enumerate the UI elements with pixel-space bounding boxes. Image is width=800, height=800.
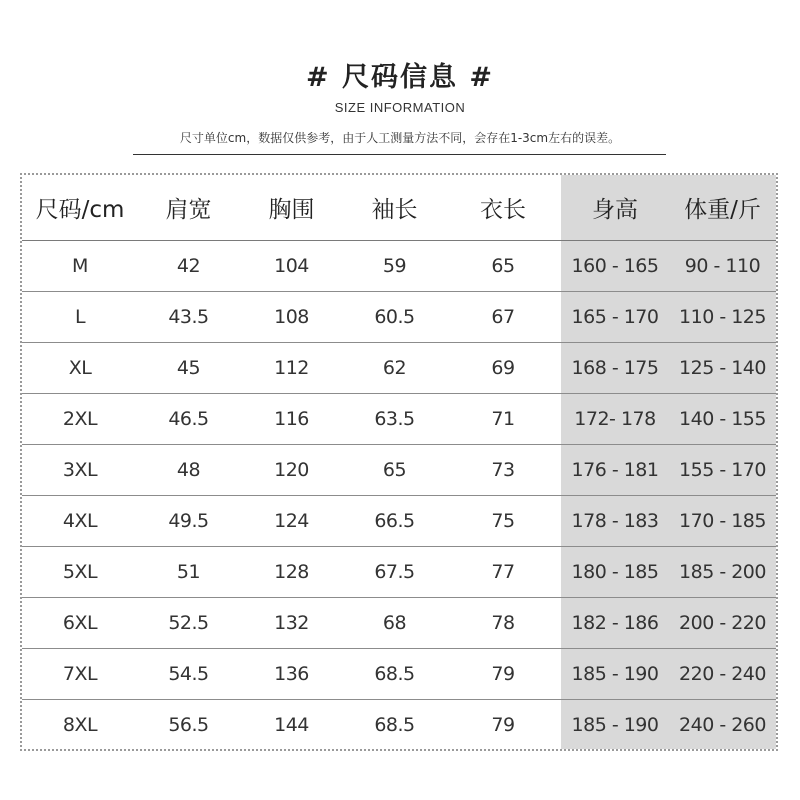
cell-garment-length: 67 (445, 292, 561, 343)
cell-sleeve-length: 67.5 (344, 547, 445, 598)
header-garment-length: 衣长 (445, 175, 561, 241)
cell-garment-length: 79 (491, 714, 515, 736)
cell-shoulder-width: 52.5 (138, 598, 239, 649)
table-row (22, 700, 776, 751)
cell-height: 168 - 175 (561, 343, 669, 394)
table-row (22, 496, 776, 547)
cell-height: 185 - 190 (561, 649, 669, 700)
cell-shoulder-width: 54.5 (138, 649, 239, 700)
cell-sleeve-length: 68 (344, 598, 445, 649)
page-subtitle: SIZE INFORMATION (334, 100, 466, 115)
cell-garment-length: 69 (445, 343, 561, 394)
table-row (22, 241, 776, 292)
cell-weight: 220 - 240 (669, 649, 776, 700)
note-divider (133, 154, 666, 155)
cell-weight: 125 - 140 (669, 343, 776, 394)
cell-shoulder-width: 46.5 (138, 394, 239, 445)
header-height: 身高 (561, 175, 669, 241)
cell-sleeve-length: 65 (344, 445, 445, 496)
cell-weight: 170 - 185 (669, 496, 776, 547)
cell-size: L (22, 292, 138, 343)
cell-shoulder-width: 43.5 (138, 292, 239, 343)
cell-height: 178 - 183 (561, 496, 669, 547)
cell-chest: 112 (239, 343, 344, 394)
measurement-note: 尺寸单位cm，数据仅供参考，由于人工测量方法不同，会存在1-3cm左右的误差。 (179, 131, 621, 145)
cell-weight: 240 - 260 (679, 714, 766, 736)
cell-chest: 132 (239, 598, 344, 649)
cell-size: 7XL (22, 649, 138, 700)
cell-height: 182 - 186 (561, 598, 669, 649)
table-row (22, 598, 776, 649)
cell-weight: 200 - 220 (669, 598, 776, 649)
cell-weight: 185 - 200 (669, 547, 776, 598)
cell-garment-length: 79 (445, 649, 561, 700)
cell-sleeve-length: 68.5 (374, 714, 415, 736)
table-row (22, 445, 776, 496)
cell-weight: 90 - 110 (669, 241, 776, 292)
cell-size: 6XL (22, 598, 138, 649)
cell-weight: 140 - 155 (669, 394, 776, 445)
header-weight: 体重/斤 (669, 175, 776, 241)
cell-chest: 108 (239, 292, 344, 343)
cell-size: 2XL (22, 394, 138, 445)
cell-garment-length: 78 (445, 598, 561, 649)
cell-height: 172- 178 (561, 394, 669, 445)
cell-height: 176 - 181 (561, 445, 669, 496)
cell-height: 185 - 190 (571, 714, 659, 736)
cell-size: 5XL (22, 547, 138, 598)
cell-chest: 120 (239, 445, 344, 496)
table-row (22, 292, 776, 343)
table-row (22, 394, 776, 445)
cell-garment-length: 65 (445, 241, 561, 292)
header-sleeve-length: 袖长 (344, 175, 445, 241)
cell-size: M (22, 241, 138, 292)
cell-height: 165 - 170 (561, 292, 669, 343)
cell-size: XL (22, 343, 138, 394)
cell-sleeve-length: 59 (344, 241, 445, 292)
table-row (22, 547, 776, 598)
cell-height: 160 - 165 (561, 241, 669, 292)
cell-chest: 144 (274, 714, 309, 736)
cell-garment-length: 73 (445, 445, 561, 496)
cell-sleeve-length: 60.5 (344, 292, 445, 343)
cell-sleeve-length: 62 (344, 343, 445, 394)
cell-shoulder-width: 48 (138, 445, 239, 496)
cell-chest: 124 (239, 496, 344, 547)
cell-chest: 128 (239, 547, 344, 598)
cell-garment-length: 71 (445, 394, 561, 445)
table-row (22, 343, 776, 394)
cell-shoulder-width: 42 (138, 241, 239, 292)
cell-weight: 110 - 125 (669, 292, 776, 343)
cell-weight: 155 - 170 (669, 445, 776, 496)
header-shoulder-width: 肩宽 (138, 175, 239, 241)
table-row (22, 649, 776, 700)
cell-height: 180 - 185 (561, 547, 669, 598)
cell-shoulder-width: 45 (138, 343, 239, 394)
page-title: # 尺码信息 # (305, 62, 495, 93)
cell-garment-length: 75 (445, 496, 561, 547)
cell-shoulder-width: 49.5 (138, 496, 239, 547)
size-table (22, 175, 776, 750)
cell-garment-length: 77 (445, 547, 561, 598)
cell-chest: 116 (239, 394, 344, 445)
header-chest: 胸围 (239, 175, 344, 241)
cell-shoulder-width: 56.5 (168, 714, 209, 736)
cell-size: 8XL (62, 714, 98, 736)
cell-sleeve-length: 68.5 (344, 649, 445, 700)
cell-shoulder-width: 51 (138, 547, 239, 598)
cell-chest: 136 (239, 649, 344, 700)
cell-size: 3XL (22, 445, 138, 496)
cell-size: 4XL (22, 496, 138, 547)
cell-sleeve-length: 66.5 (344, 496, 445, 547)
header-size: 尺码/cm (22, 175, 138, 241)
cell-chest: 104 (239, 241, 344, 292)
cell-sleeve-length: 63.5 (344, 394, 445, 445)
table-header-row (22, 175, 776, 241)
